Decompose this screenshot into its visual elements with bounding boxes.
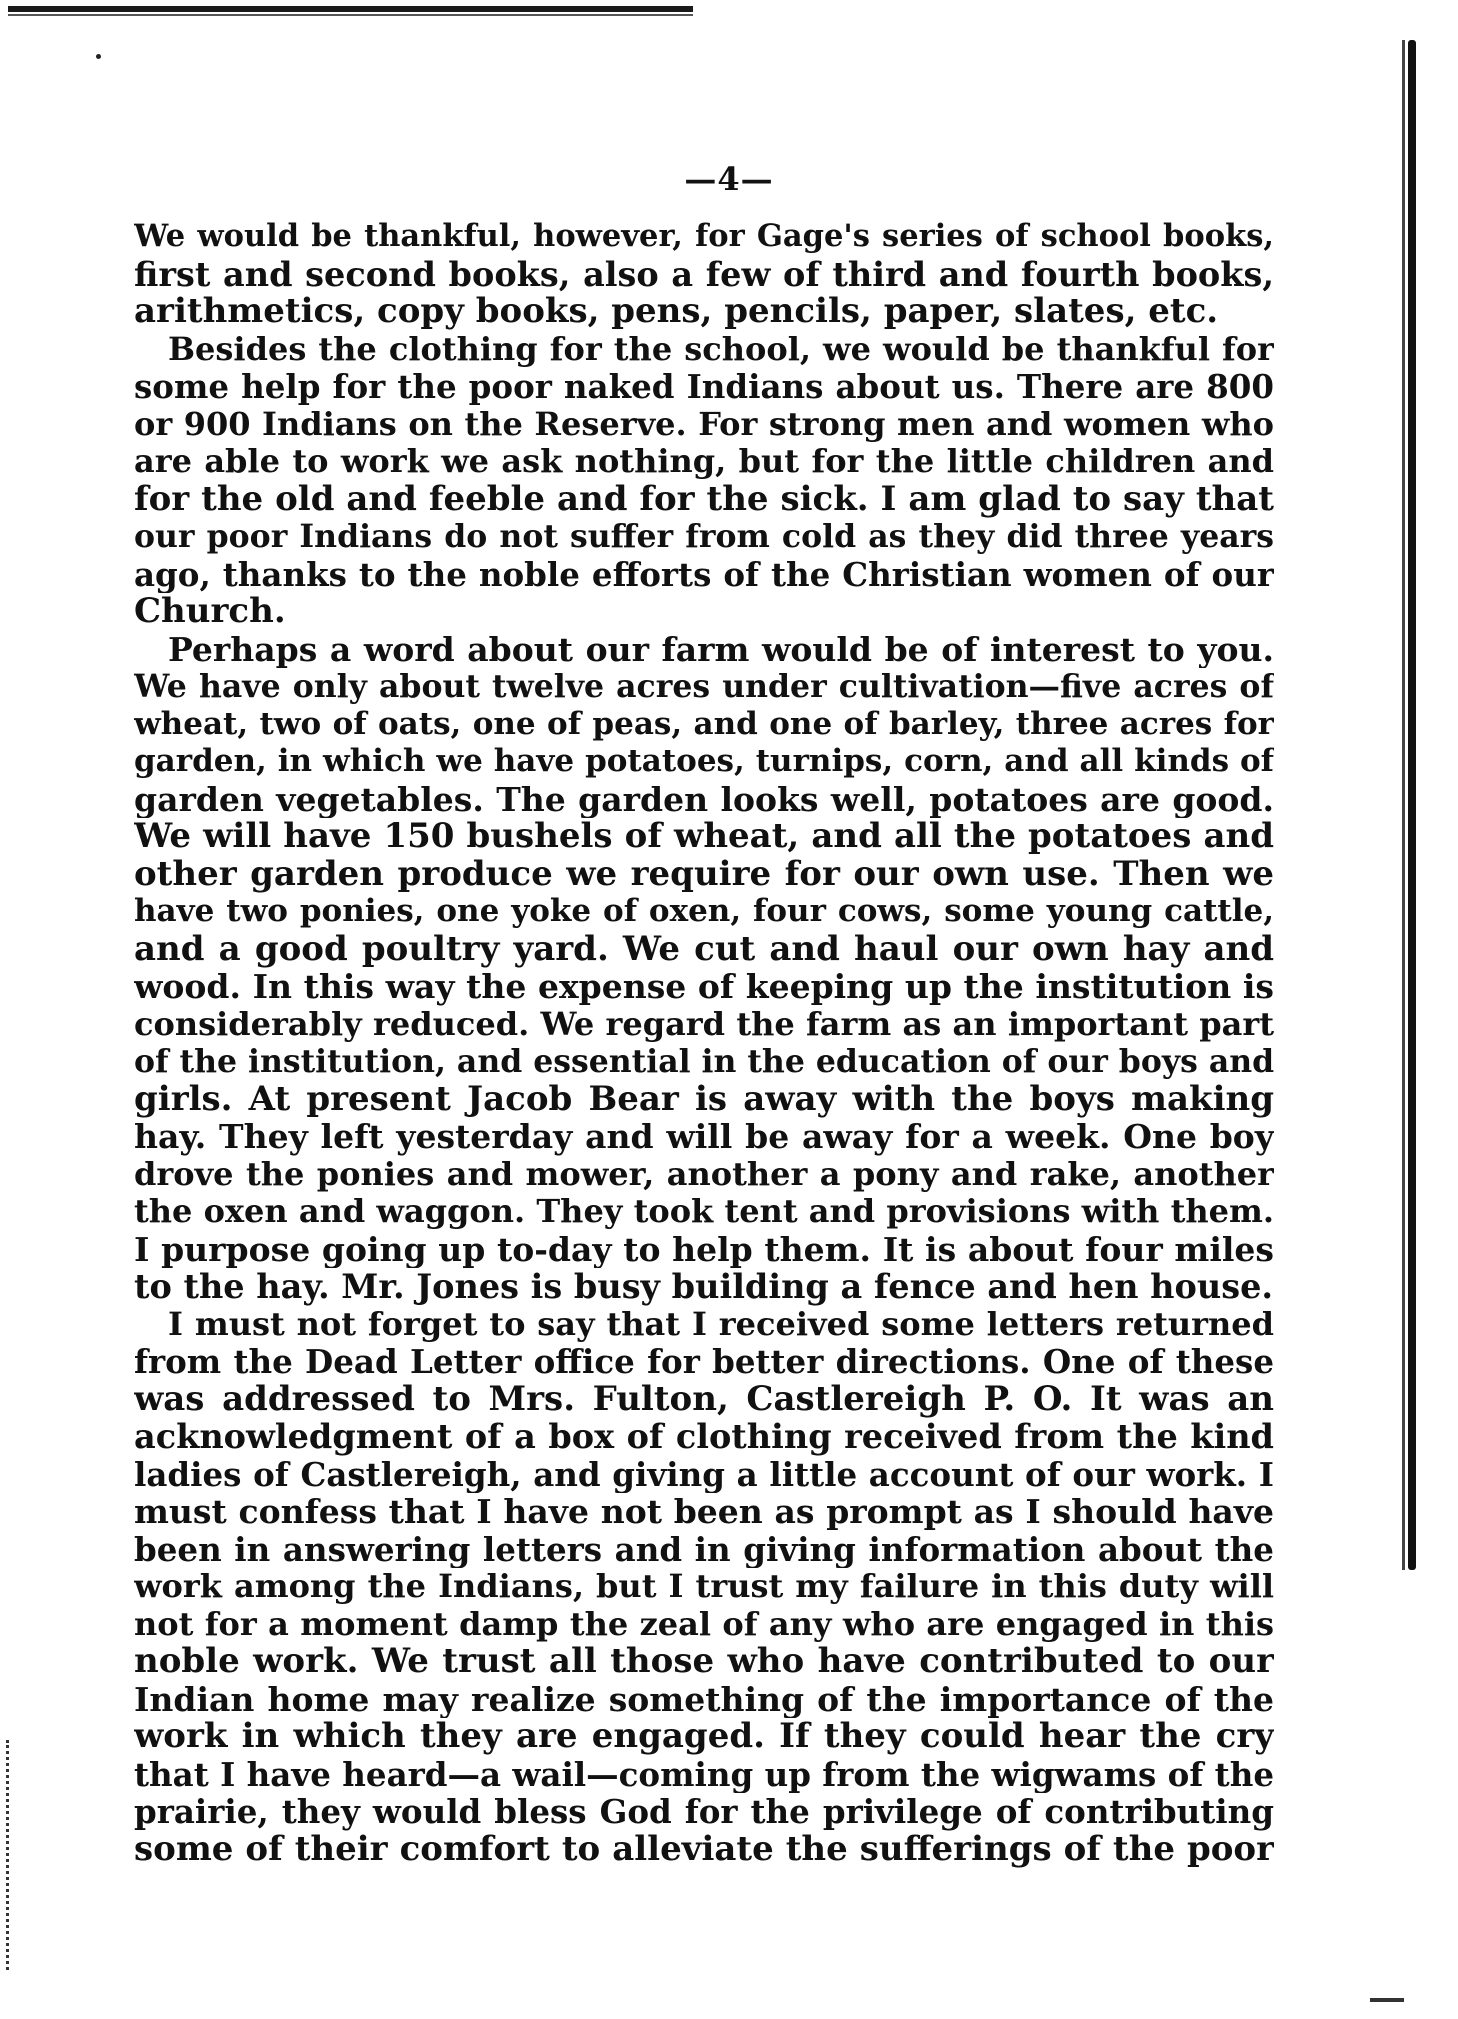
- text-line: the oxen and waggon. They took tent and provisions with them.: [134, 1193, 1274, 1230]
- text-line: ago, thanks to the noble efforts of the Christian women of our: [134, 555, 1274, 593]
- text-line: Perhaps a word about our farm would be of interest to you.: [168, 630, 1274, 668]
- text-line: for the old and feeble and for the sick. I am glad to say that: [134, 480, 1274, 518]
- text-line: girls. At present Jacob Bear is away with the boys making: [134, 1080, 1274, 1118]
- binding-edge-shadow: [1402, 40, 1405, 1570]
- text-line: Indian home may realize something of the importance of the: [134, 1680, 1274, 1718]
- text-line: considerably reduced. We regard the farm as an important part: [134, 1005, 1274, 1043]
- text-line: must confess that I have not been as prompt as I should have: [134, 1493, 1274, 1531]
- margin-dots: [6, 1740, 12, 1970]
- text-line: arithmetics, copy books, pens, pencils, paper, slates, etc.: [134, 293, 1219, 331]
- text-line: wheat, two of oats, one of peas, and one of barley, three acres for: [134, 705, 1274, 742]
- text-line: I must not forget to say that I received some letters returned: [168, 1305, 1274, 1343]
- text-line: been in answering letters and in giving information about the: [134, 1530, 1274, 1568]
- text-line: was addressed to Mrs. Fulton, Castlereigh P. O. It was an: [134, 1380, 1274, 1418]
- text-line: hay. They left yesterday and will be away for a week. One boy: [134, 1118, 1274, 1156]
- corner-mark: [1370, 1998, 1404, 2002]
- text-line: or 900 Indians on the Reserve. For strong men and women who: [134, 405, 1274, 443]
- text-line: some of their comfort to alleviate the sufferings of the poor: [134, 1830, 1274, 1868]
- text-line: ladies of Castlereigh, and giving a little account of our work. I: [134, 1455, 1274, 1493]
- text-line: to the hay. Mr. Jones is busy building a fence and hen house.: [134, 1268, 1274, 1306]
- text-line: acknowledgment of a box of clothing received from the kind: [134, 1418, 1274, 1456]
- text-line: Besides the clothing for the school, we would be thankful for: [168, 330, 1274, 368]
- text-line: of the institution, and essential in the education of our boys and: [134, 1043, 1274, 1080]
- text-line: wood. In this way the expense of keeping up the institution is: [134, 968, 1274, 1006]
- ink-speck: [96, 54, 101, 59]
- text-line: first and second books, also a few of third and fourth books,: [134, 255, 1274, 293]
- text-line: garden, in which we have potatoes, turnips, corn, and all kinds of: [134, 743, 1274, 779]
- text-line: not for a moment damp the zeal of any who are engaged in this: [134, 1605, 1274, 1643]
- text-line: from the Dead Letter office for better directions. One of these: [134, 1343, 1274, 1381]
- text-line: have two ponies, one yoke of oxen, four cows, some young cattle,: [134, 893, 1274, 929]
- page-number: —4—: [684, 160, 774, 198]
- text-line: some help for the poor naked Indians about us. There are 800: [134, 368, 1274, 406]
- body-text: [134, 218, 1274, 1868]
- top-rule: [8, 6, 693, 12]
- text-line: garden vegetables. The garden looks well, potatoes are good.: [134, 780, 1274, 818]
- text-line: noble work. We trust all those who have contributed to our: [134, 1643, 1274, 1681]
- text-line: prairie, they would bless God for the privilege of contributing: [134, 1793, 1274, 1831]
- text-line: work in which they are engaged. If they could hear the cry: [134, 1718, 1274, 1756]
- text-line: drove the ponies and mower, another a pony and rake, another: [134, 1155, 1274, 1193]
- text-line: I purpose going up to-day to help them. It is about four miles: [134, 1230, 1274, 1268]
- text-line: We have only about twelve acres under cultivation—five acres of: [134, 668, 1274, 705]
- text-line: and a good poultry yard. We cut and haul our own hay and: [134, 930, 1274, 968]
- text-line: other garden produce we require for our own use. Then we: [134, 855, 1274, 893]
- text-line: We would be thankful, however, for Gage's series of school books,: [134, 218, 1274, 254]
- top-rule-thin: [8, 14, 693, 16]
- text-line: are able to work we ask nothing, but for the little children and: [134, 443, 1274, 480]
- text-line: We will have 150 bushels of wheat, and all the potatoes and: [134, 818, 1274, 856]
- text-line: our poor Indians do not suffer from cold as they did three years: [134, 518, 1274, 555]
- text-line: Church.: [134, 593, 286, 631]
- text-line: that I have heard—a wail—coming up from the wigwams of the: [134, 1755, 1274, 1793]
- binding-edge: [1408, 40, 1416, 1570]
- text-line: work among the Indians, but I trust my failure in this duty will: [134, 1568, 1274, 1605]
